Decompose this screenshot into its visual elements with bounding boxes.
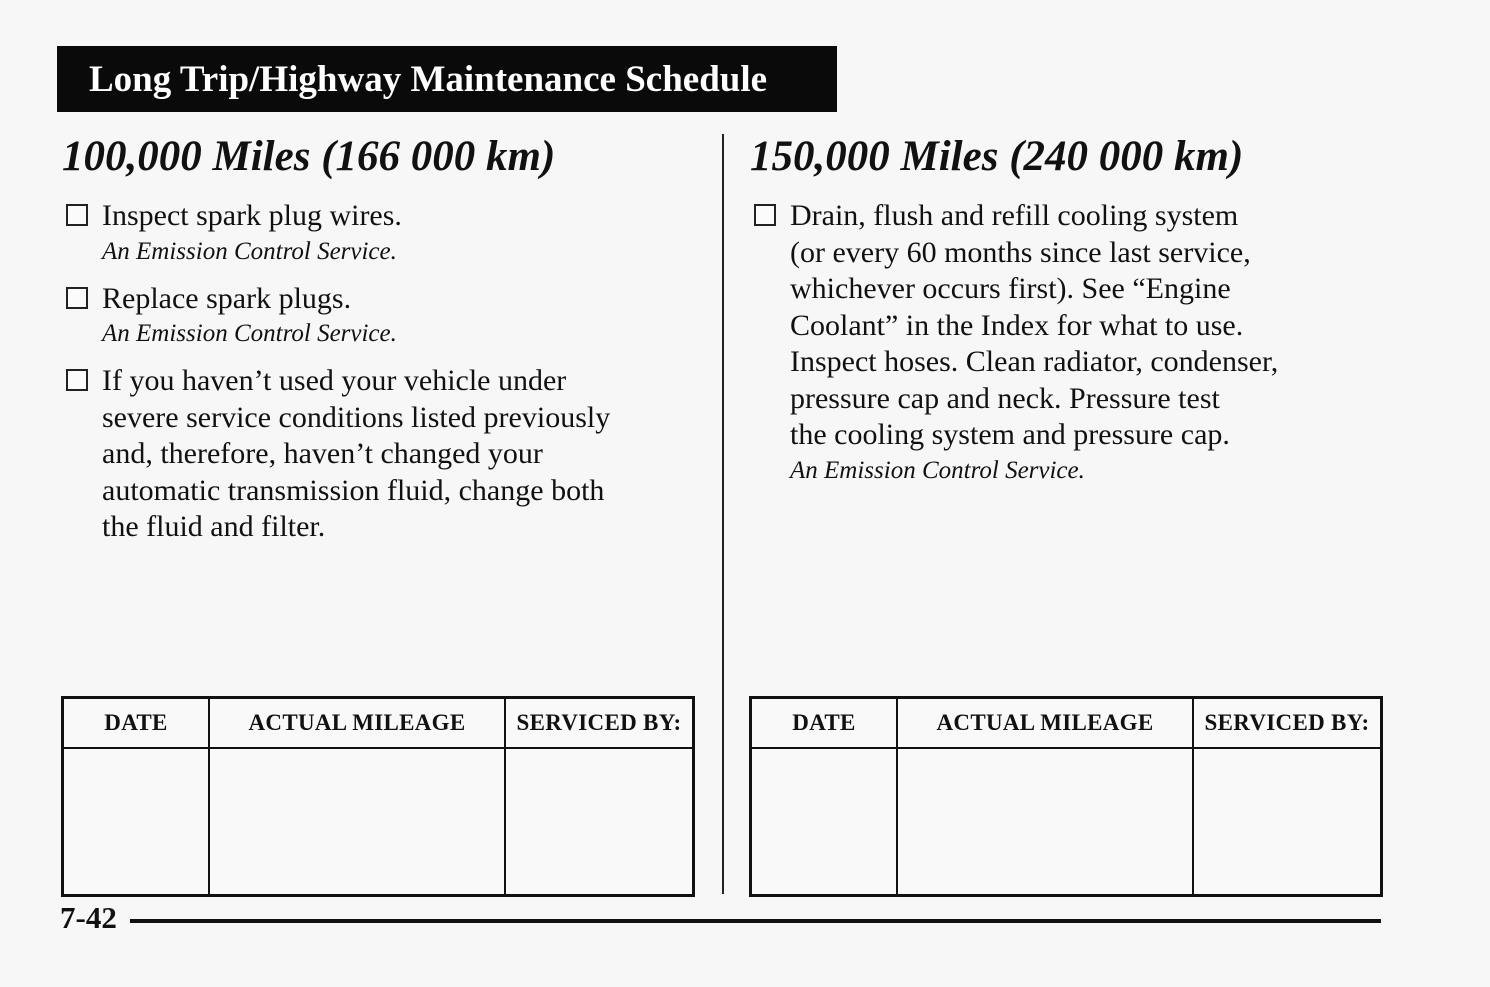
right-checklist <box>750 198 1410 488</box>
item-note: An Emission Control Service. <box>790 456 1085 484</box>
checklist-item-transmission-fluid <box>62 363 712 546</box>
column-divider <box>722 134 724 894</box>
date-cell[interactable] <box>751 748 898 896</box>
item-text-line: the cooling system and pressure cap. <box>790 418 1230 451</box>
item-note: An Emission Control Service. <box>102 320 397 347</box>
checkbox[interactable] <box>66 204 88 226</box>
left-checklist <box>62 198 712 546</box>
left-heading: 100,000 Miles (166 000 km) <box>62 133 556 180</box>
checkbox[interactable] <box>66 369 88 391</box>
item-text-line: the fluid and filter. <box>102 510 326 543</box>
item-text-line: severe service conditions listed previously <box>102 400 611 434</box>
header-serviced-by: SERVICED BY: <box>505 698 694 749</box>
section-banner <box>57 46 837 112</box>
item-text-line: whichever occurs first). See “Engine <box>790 272 1231 305</box>
item-text-line: automatic transmission fluid, change both <box>102 473 605 507</box>
checklist-item-spark-plug-wires <box>62 198 712 269</box>
footer-rule <box>130 919 1381 923</box>
checkbox[interactable] <box>754 204 776 226</box>
right-column <box>750 128 1410 500</box>
item-text-line: pressure cap and neck. Pressure test <box>790 381 1220 415</box>
table-row <box>751 748 1382 896</box>
serviced-by-cell[interactable] <box>1193 748 1382 896</box>
mileage-cell[interactable] <box>897 748 1193 896</box>
checkbox[interactable] <box>66 287 88 309</box>
item-text-line: and, therefore, haven’t changed your <box>102 437 543 470</box>
item-note: An Emission Control Service. <box>102 237 397 265</box>
item-text-line: Drain, flush and refill cooling system <box>790 199 1239 232</box>
section-title: Long Trip/Highway Maintenance Schedule <box>89 59 768 100</box>
service-log-table-left <box>61 696 695 897</box>
item-text: Replace spark plugs. <box>102 281 352 315</box>
serviced-by-cell[interactable] <box>505 748 694 896</box>
date-cell[interactable] <box>63 748 210 896</box>
header-actual-mileage: ACTUAL MILEAGE <box>897 698 1193 749</box>
header-date: DATE <box>63 698 210 749</box>
item-text-line: Inspect hoses. Clean radiator, condenser, <box>790 345 1279 378</box>
right-heading: 150,000 Miles (240 000 km) <box>750 133 1244 180</box>
checklist-item-spark-plugs <box>62 281 712 352</box>
item-text-line: (or every 60 months since last service, <box>790 235 1251 269</box>
header-date: DATE <box>751 698 898 749</box>
header-actual-mileage: ACTUAL MILEAGE <box>209 698 505 749</box>
item-text-line: Coolant” in the Index for what to use. <box>790 308 1244 342</box>
service-log-table-right <box>749 696 1383 897</box>
checklist-item-cooling-system <box>750 198 1410 488</box>
item-text-line: If you haven’t used your vehicle under <box>102 364 567 397</box>
left-column <box>62 128 712 558</box>
page-number: 7-42 <box>60 900 117 935</box>
table-row <box>63 748 694 896</box>
item-text: Inspect spark plug wires. <box>102 199 402 232</box>
header-serviced-by: SERVICED BY: <box>1193 698 1382 749</box>
mileage-cell[interactable] <box>209 748 505 896</box>
